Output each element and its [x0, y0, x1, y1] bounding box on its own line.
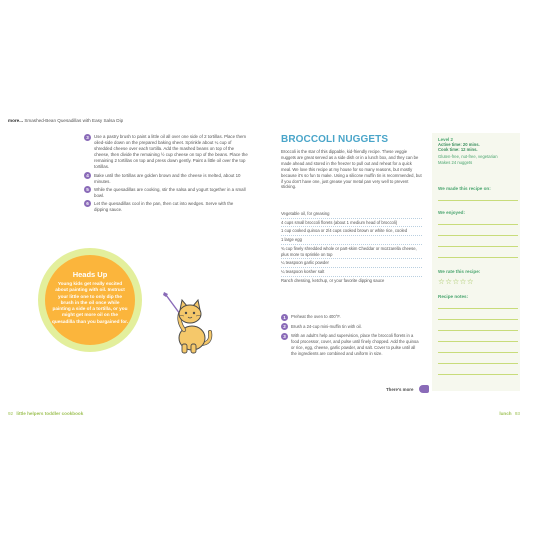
recipe-steps	[281, 314, 422, 357]
active-time-label: Active time:	[438, 142, 462, 147]
step-number: 3	[84, 134, 91, 141]
recipe-title: BROCCOLI NUGGETS	[281, 134, 389, 145]
write-line	[438, 308, 518, 309]
step-number: 5	[84, 186, 91, 193]
rate-label: We rate this recipe:	[438, 269, 481, 274]
made-on-label: We made this recipe on:	[438, 186, 491, 191]
ingredient-item: 4 cups small broccoli florets (about 1 medium head of broccoli)	[281, 219, 398, 225]
step-5	[84, 187, 248, 199]
recipe-intro: Broccoli is the star of this dippable, kid-friendly recipe. These veggie nuggets are great served as a side dish or in a lunch box, and they can be made ahead and stored in the freezer to pull out and reheat for a quick meal. We love this recipe at my house for so many reasons, but mostly because it's so fun to make. Using a silicone muffin tin is recommended, but if you don't have one, just grease your metal pan very well to prevent sticking.	[281, 149, 422, 190]
cook-time-value: 12 mins.	[460, 147, 478, 153]
section-name: lunch	[499, 411, 512, 416]
write-line	[438, 374, 518, 375]
divider	[281, 235, 422, 236]
step-number: 1	[281, 314, 288, 321]
running-head-title: Smashed-Bean Quesadillas with Easy Salsa Dip	[24, 118, 124, 123]
step-text: Use a pastry brush to paint a little oil all over one side of 2 tortillas. Place them oiled-side down on the prepared baking sheet. Sprinkle about ¼ cup of shredded cheese over each tortilla. Add the mashed beans on top of the cheese, then divide the remaining ½ cup cheese on top of the beans. Place the remaining 2 tortillas on top and press down gently. Paint a little oil over the top tortillas.	[94, 134, 248, 170]
step-number: 6	[84, 200, 91, 207]
step-text: While the quesadillas are cooking, stir the salsa and yogurt together in a small bowl.	[94, 186, 246, 198]
cook-time	[438, 147, 518, 152]
footer-left	[8, 411, 83, 416]
book-title: little helpers toddler cookbook	[16, 411, 84, 416]
recipe-step-2	[281, 324, 422, 331]
notes-label: Recipe notes:	[438, 294, 469, 299]
page-number-left: 92	[8, 411, 14, 416]
more-label: more...	[8, 118, 24, 123]
ingredient-list	[281, 211, 422, 283]
ingredient-item: ¾ cup finely shredded whole or part-skim Cheddar or mozzarella cheese, plus more to sprinkle on top	[281, 245, 417, 257]
ingredient-item: ¼ teaspoon garlic powder	[281, 260, 329, 266]
yield: Makes 24 nuggets	[438, 159, 473, 165]
theres-more-label: There's more	[386, 387, 414, 392]
divider	[281, 258, 422, 259]
divider	[281, 267, 422, 268]
active-time-value: 20 mins.	[462, 142, 480, 147]
write-line	[438, 352, 518, 353]
cat-painting-illustration	[160, 292, 214, 354]
divider	[281, 226, 422, 227]
write-line	[438, 246, 518, 247]
continue-arrow-icon	[419, 385, 429, 393]
write-line	[438, 224, 518, 225]
diet-tags: Gluten-free, nut-free, vegetarian	[438, 153, 498, 159]
step-6	[84, 201, 248, 213]
write-line	[438, 257, 518, 258]
step-3	[84, 134, 248, 171]
step-text: Bake until the tortillas are golden brown and the cheese is melted, about 10 minutes.	[94, 172, 241, 184]
step-4	[84, 173, 248, 185]
ingredient-item: 1 cup cooked quinoa or 2/4 cups cooked brown or white rice, cooled	[281, 228, 408, 234]
step-text: With an adult's help and supervision, place the broccoli florets in a food processor, cover, and pulse until finely chopped. Add the quinoa or rice, egg, cheese, garlic powder, and salt. Cover to pulse until all the ingredients are combined and uniform in size.	[291, 333, 419, 356]
step-text: Preheat the oven to 400°F.	[291, 314, 341, 319]
footer-right	[499, 411, 520, 416]
ingredient-item: Vegetable oil, for greasing	[281, 211, 330, 216]
ingredient-item: Ranch dressing, ketchup, or your favorite dipping sauce	[281, 277, 385, 283]
level-label: Level 2	[438, 137, 453, 142]
divider	[281, 276, 422, 277]
recipe-step-1	[281, 314, 422, 321]
left-steps	[84, 134, 248, 213]
write-line	[438, 235, 518, 236]
step-number: 3	[281, 333, 288, 340]
step-number: 4	[84, 172, 91, 179]
ingredient-item: ¼ teaspoon kosher salt	[281, 268, 325, 274]
running-head	[8, 118, 123, 123]
write-line	[438, 363, 518, 364]
divider	[281, 244, 422, 245]
page-number-right: 93	[514, 411, 520, 416]
write-line	[438, 200, 518, 201]
heads-up-title: Heads Up	[72, 270, 108, 279]
write-line	[438, 341, 518, 342]
step-text: Brush a 24-cup mini-muffin tin with oil.	[291, 323, 362, 329]
sidebar-content	[438, 137, 518, 165]
heads-up-body: Young kids get really excited about painting with oil. Instruct your little one to only dip the brush in the oil once while painting a side of a tortilla, or you might get more oil on the quesadilla than you bargained for.	[51, 281, 129, 324]
step-text: Let the quesadillas cool in the pan, then cut into wedges. Serve with the dipping sauce.	[94, 200, 234, 213]
enjoyed-label: We enjoyed:	[438, 210, 465, 215]
ingredient-item: 1 large egg	[281, 237, 302, 243]
cook-time-label: Cook time:	[438, 147, 460, 153]
recipe-step-3	[281, 333, 422, 357]
step-number: 2	[281, 323, 288, 330]
divider	[281, 218, 422, 219]
write-line	[438, 330, 518, 331]
rating-stars[interactable]: ☆☆☆☆☆	[438, 277, 475, 286]
write-line	[438, 319, 518, 320]
